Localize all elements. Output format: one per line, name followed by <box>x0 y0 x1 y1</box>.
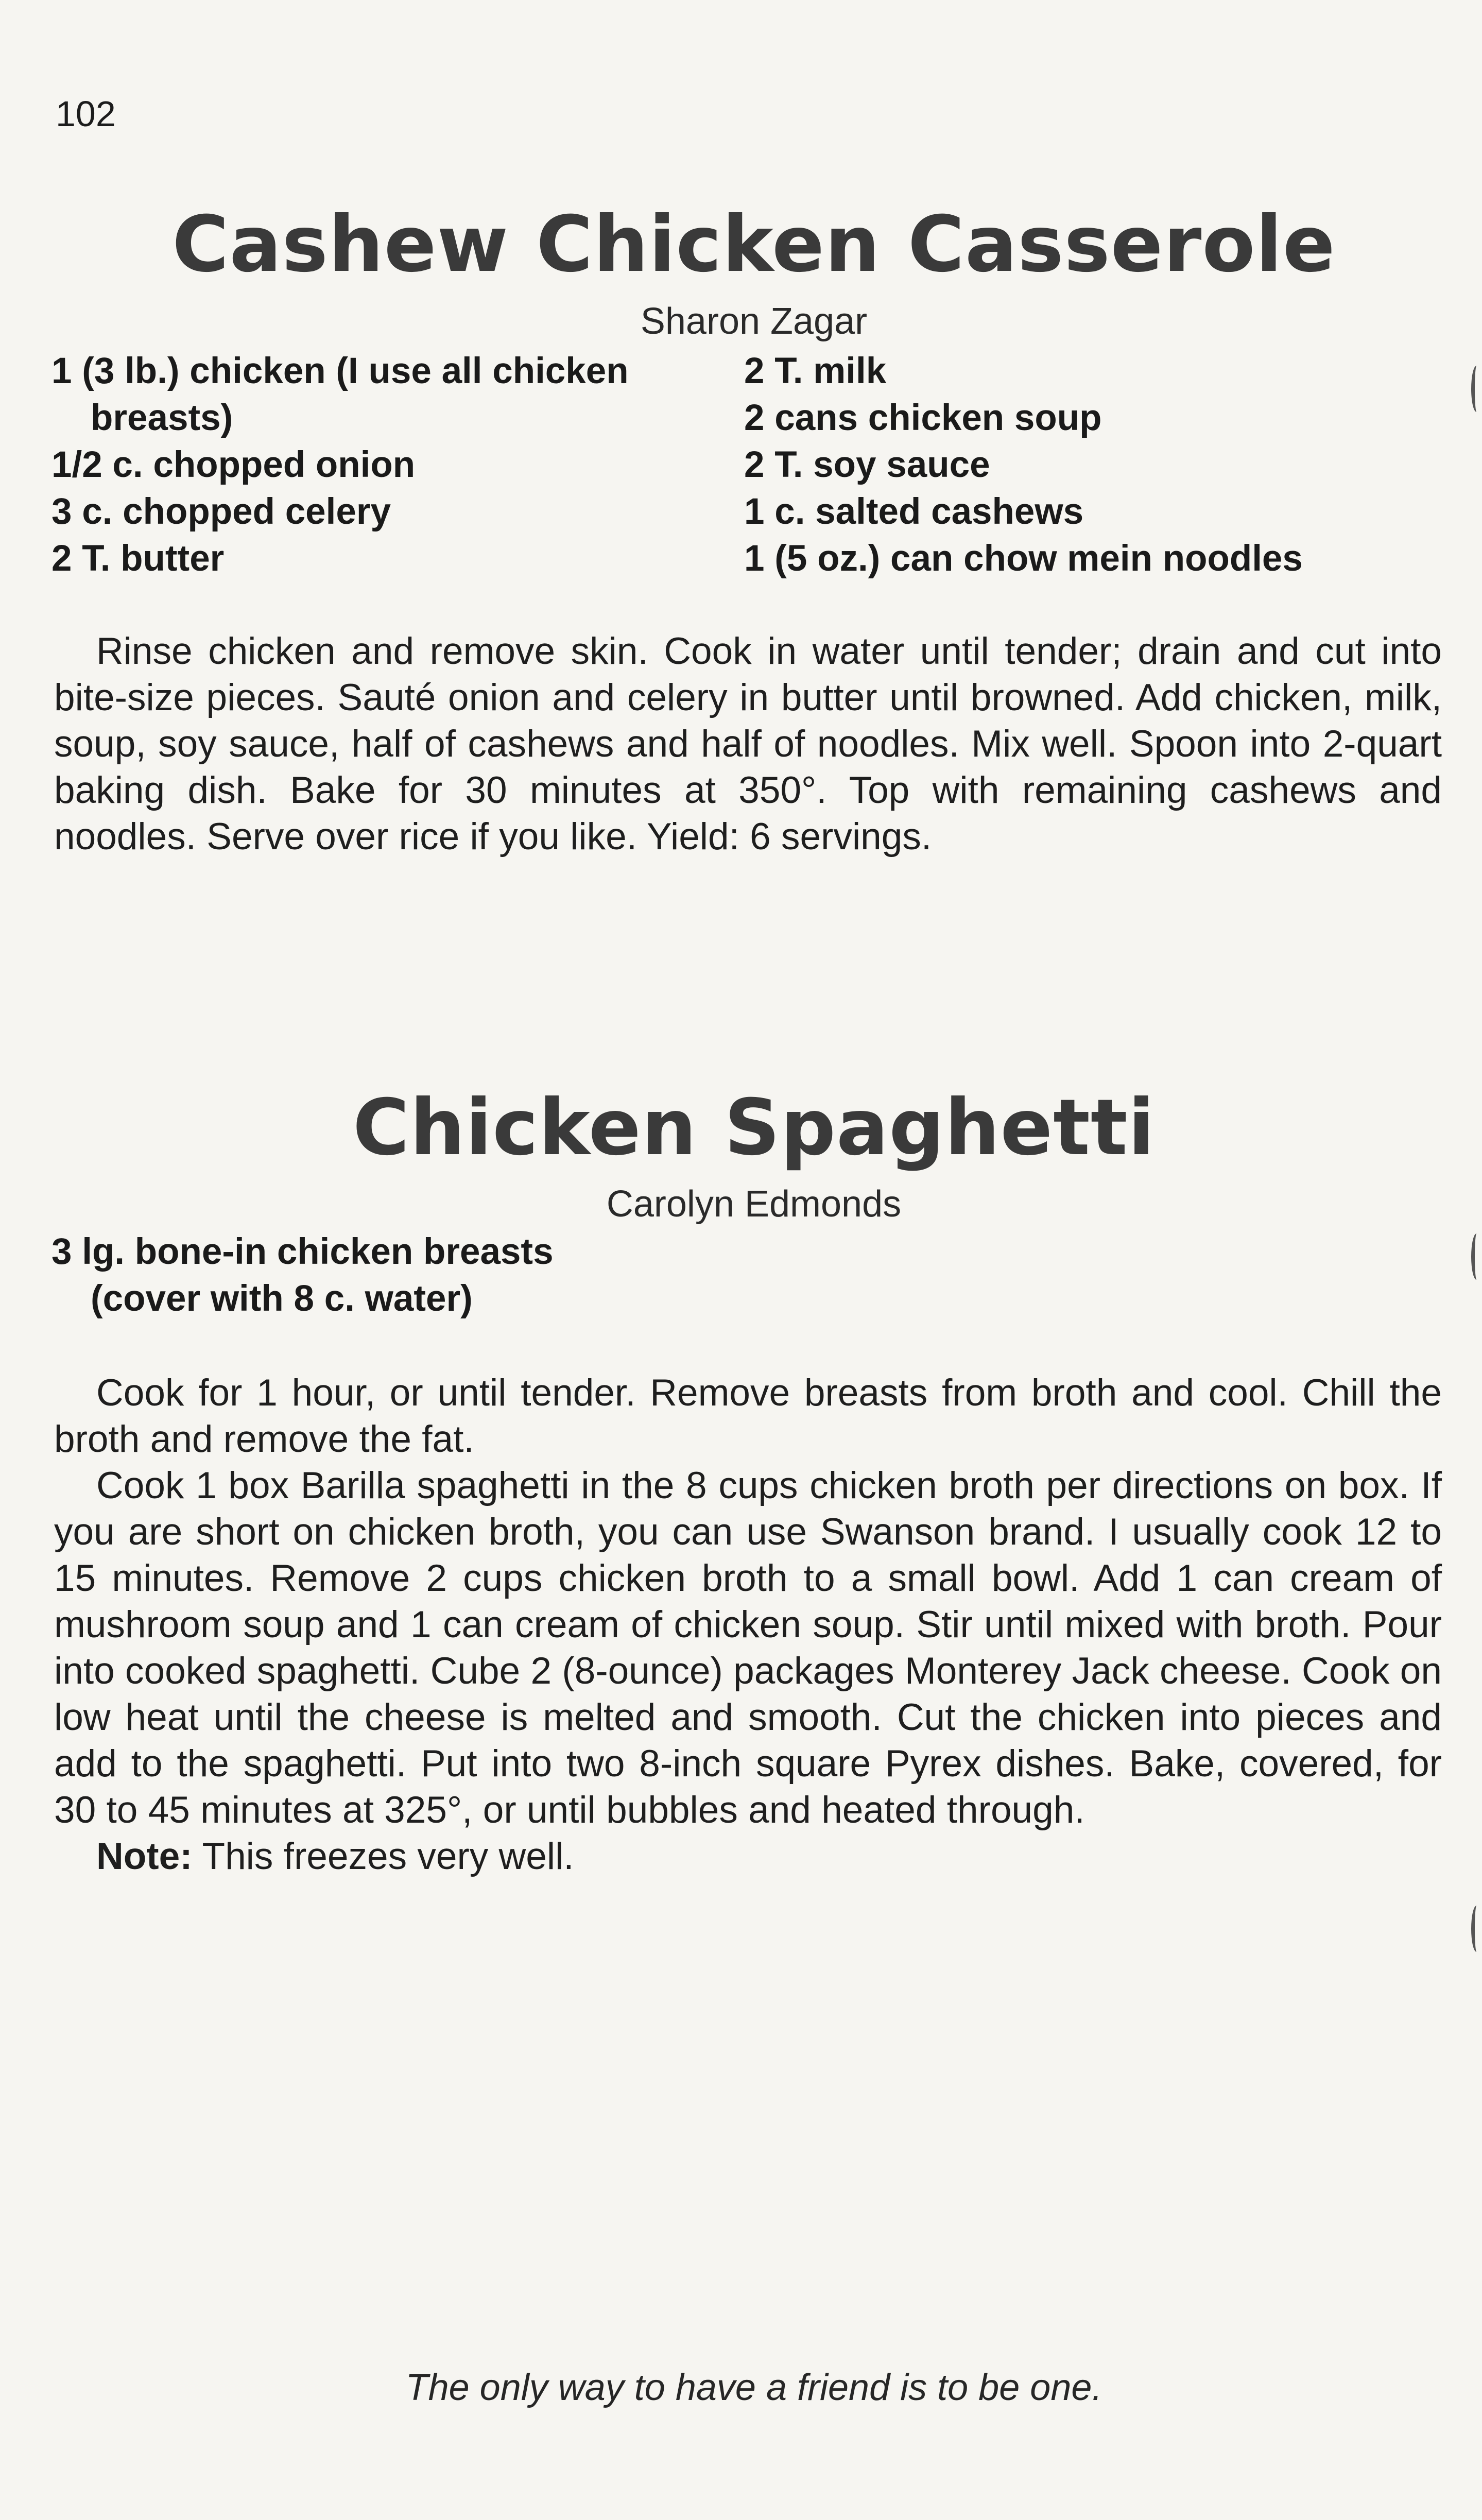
ingredient-item: 1/2 c. chopped onion <box>51 444 416 485</box>
recipe-note <box>54 1833 1442 1880</box>
note-text: This freezes very well. <box>192 1836 574 1877</box>
recipe-directions <box>54 628 1442 860</box>
page-quote: The only way to have a friend is to be one. <box>405 2367 1102 2408</box>
page-number: 102 <box>56 94 116 134</box>
binding-edge-mark <box>1471 366 1482 412</box>
ingredient-item: 3 lg. bone-in chicken breasts <box>51 1231 554 1272</box>
ingredient-item: 1 c. salted cashews <box>744 491 1084 532</box>
binding-edge-mark <box>1471 1906 1482 1952</box>
recipe-title-cashew-chicken-casserole: Cashew Chicken Casserole <box>172 200 1336 289</box>
recipe-title-chicken-spaghetti: Chicken Spaghetti <box>352 1083 1155 1173</box>
ingredient-item: 2 T. butter <box>51 538 225 579</box>
directions-paragraph: Cook 1 box Barilla spaghetti in the 8 cups chicken broth per directions on box. If you are short on chicken broth, you can use Swanson brand. I usually cook 12 to 15 minutes. Remove 2 cups chicken broth to a small bowl. Add 1 can cream of mushroom soup and 1 can cream of chicken soup. Stir until mixed with broth. Pour into cooked spaghetti. Cube 2 (8-ounce) packages Monterey Jack cheese. Cook on low heat until the cheese is melted and smooth. Cut the chicken into pieces and add to the spaghetti. Put into two 8-inch square Pyrex dishes. Bake, covered, for 30 to 45 minutes at 325°, or until bubbles and heated through. <box>54 1465 1442 1831</box>
ingredient-item: 1 (3 lb.) chicken (I use all chicken <box>51 351 629 391</box>
ingredient-item: 3 c. chopped celery <box>51 491 391 532</box>
binding-edge-mark <box>1471 1233 1482 1280</box>
ingredient-list-right <box>744 348 1414 582</box>
recipe-author: Sharon Zagar <box>640 301 868 342</box>
ingredient-list-left <box>51 348 721 582</box>
ingredient-item: 1 (5 oz.) can chow mein noodles <box>744 538 1303 579</box>
ingredient-continuation: (cover with 8 c. water) <box>91 1278 473 1319</box>
recipe-author: Carolyn Edmonds <box>606 1184 902 1225</box>
ingredient-item: 2 cans chicken soup <box>744 398 1102 438</box>
directions-paragraph: Rinse chicken and remove skin. Cook in water until tender; drain and cut into bite-size pieces. Sauté onion and celery in butter until browned. Add chicken, milk, soup, soy sauce, half of cashews and half of noodles. Mix well. Spoon into 2-quart baking dish. Bake for 30 minutes at 350°. Top with remaining cashews and noodles. Serve over rice if you like. Yield: 6 servings. <box>54 630 1442 858</box>
ingredient-continuation: breasts) <box>91 398 233 438</box>
recipe-directions <box>54 1370 1442 1880</box>
ingredient-item: 2 T. milk <box>744 351 887 391</box>
ingredient-list <box>51 1228 772 1322</box>
note-label: Note: <box>96 1836 193 1877</box>
directions-paragraph: Cook for 1 hour, or until tender. Remove breasts from broth and cool. Chill the broth and remove the fat. <box>54 1372 1442 1460</box>
ingredient-item: 2 T. soy sauce <box>744 444 990 485</box>
